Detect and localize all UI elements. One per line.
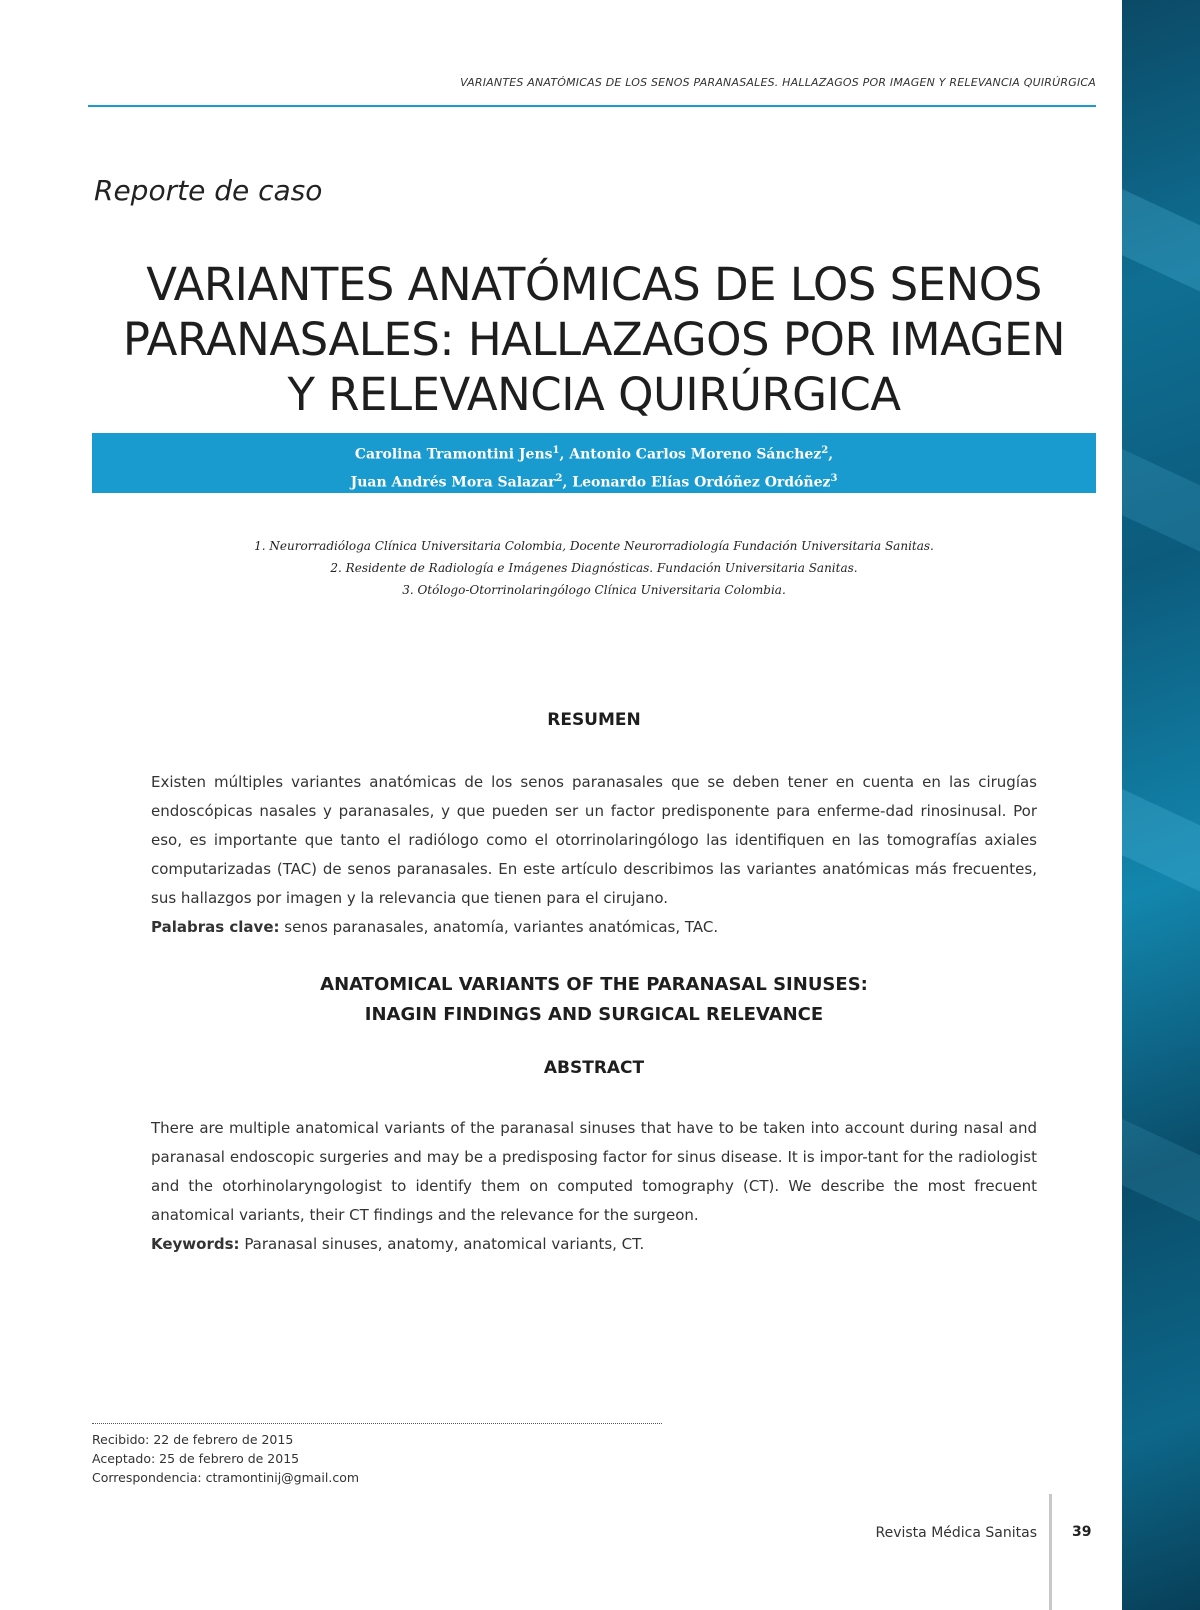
received-date: Recibido: 22 de febrero de 2015 — [92, 1432, 294, 1447]
keywords-text: Paranasal sinuses, anatomy, anatomical variants, CT. — [239, 1235, 645, 1253]
abstract-text: There are multiple anatomical variants of the paranasal sinuses that have to be taken into account during nasal and paranasal endoscopic surgeries and may be a predisposing factor for sinus disease. It is impor-tant for the radiologist and the otorhinolaryngologist to identify them on computed tomography (CT). We describe the most frecuent anatomical variants, their CT findings and the relevance for the surgeon. — [151, 1119, 1037, 1224]
authors-line-2: Juan Andrés Mora Salazar$^2$, Leonardo Elías Ordóñez Ordóñez$^3$ — [350, 472, 838, 491]
affiliation-item: 3. Otólogo-Otorrinolaringólogo Clínica Universitaria Colombia. — [402, 583, 786, 597]
abstract-body — [151, 1114, 1037, 1259]
english-title-line-2: INAGIN FINDINGS AND SURGICAL RELEVANCE — [364, 1004, 824, 1025]
palabras-clave-label: Palabras clave: — [151, 918, 280, 936]
title-line-3: Y RELEVANCIA QUIRÚRGICA — [287, 368, 901, 421]
author-name: Juan Andrés Mora Salazar — [350, 474, 556, 491]
author-affiliation-mark: 1 — [552, 445, 560, 456]
author-affiliation-mark: 2 — [821, 445, 829, 456]
correspondence: Correspondencia: ctramontinij@gmail.com — [92, 1470, 360, 1485]
palabras-clave-text: senos paranasales, anatomía, variantes anatómicas, TAC. — [279, 918, 719, 936]
authors-bar — [92, 433, 1096, 493]
footnote-divider — [92, 1423, 662, 1424]
header-rule — [88, 105, 1096, 107]
affiliations — [92, 535, 1096, 601]
author-name: Leonardo Elías Ordóñez Ordóñez — [572, 474, 831, 491]
resumen-body — [151, 768, 1037, 942]
resumen-text: Existen múltiples variantes anatómicas de los senos paranasales que se deben tener en cuenta en las cirugías endoscópicas nasales y paranasales, y que pueden ser un factor predisponente para enferme-dad rinosinusal. Por eso, es importante que tanto el radiólogo como el otorrinolaringólogo las identifiquen en las tomografías axiales computarizadas (TAC) de senos paranasales. En este artículo describimos las variantes anatómicas más frecuentes, sus hallazgos por imagen y la relevancia que tienen para el cirujano. — [151, 773, 1037, 907]
author-affiliation-mark: 3 — [830, 472, 838, 484]
footnotes — [92, 1430, 359, 1487]
english-title-line-1: ANATOMICAL VARIANTS OF THE PARANASAL SINUSES: — [320, 974, 868, 995]
author-name: Carolina Tramontini Jens — [354, 446, 553, 463]
article-title — [92, 257, 1096, 422]
footer-divider — [1049, 1494, 1052, 1610]
affiliation-item: 1. Neurorradióloga Clínica Universitaria Colombia, Docente Neurorradiología Fundación Universitaria Sanitas. — [254, 539, 934, 553]
english-title — [92, 970, 1096, 1030]
section-label: Reporte de caso — [94, 174, 323, 207]
keywords-label: Keywords: — [151, 1235, 240, 1253]
resumen-heading: RESUMEN — [547, 710, 641, 730]
decorative-side-band — [1122, 0, 1200, 1610]
abstract-heading: ABSTRACT — [543, 1058, 645, 1078]
accepted-date: Aceptado: 25 de febrero de 2015 — [92, 1451, 300, 1466]
title-line-2: PARANASALES: HALLAZAGOS POR IMAGEN — [122, 313, 1066, 366]
title-line-1: VARIANTES ANATÓMICAS DE LOS SENOS — [146, 258, 1042, 311]
page-number: 39 — [1072, 1524, 1092, 1540]
running-head: VARIANTES ANATÓMICAS DE LOS SENOS PARANASALES. HALLAZAGOS POR IMAGEN Y RELEVANCIA QUIRÚRGICA — [460, 76, 1096, 89]
author-affiliation-mark: 2 — [555, 472, 563, 484]
authors-line-1: Carolina Tramontini Jens$^1$, Antonio Carlos Moreno Sánchez$^2$, — [354, 445, 834, 463]
author-name: Antonio Carlos Moreno Sánchez — [569, 446, 822, 463]
journal-name: Revista Médica Sanitas — [875, 1525, 1037, 1541]
affiliation-item: 2. Residente de Radiología e Imágenes Diagnósticas. Fundación Universitaria Sanitas. — [330, 561, 858, 575]
